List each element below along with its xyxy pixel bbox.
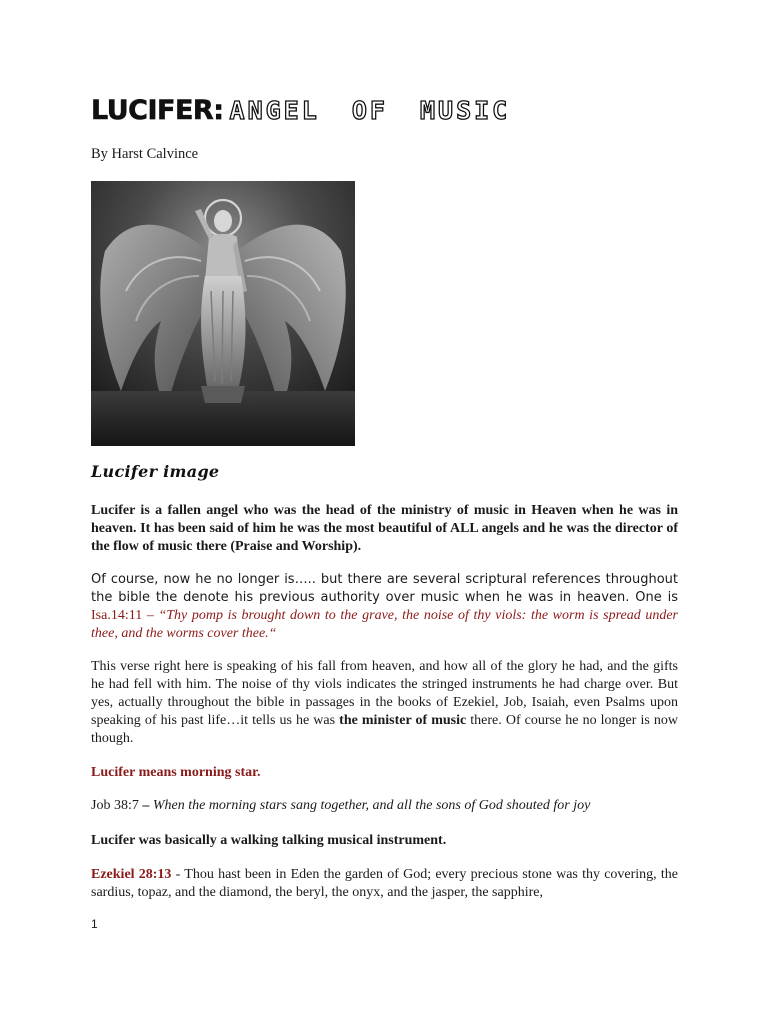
fall-text-tail: there. Of course he no longer is now though.	[91, 713, 678, 746]
figure-caption: Lucifer image	[91, 462, 220, 481]
isaiah-intro-text: Of course, now he no longer is….. but there are several scriptural references throughout the bible the denote his previous authority over music when he was in heaven. One is	[91, 572, 678, 605]
intro-paragraph: Lucifer is a fallen angel who was the head of the ministry of music in Heaven when he was in heaven. It has been said of him he was the most beautiful of ALL angels and he was the director of the flow of music there (Praise and Worship).	[91, 503, 678, 554]
job-quote: When the morning stars sang together, and all the sons of God shouted for joy	[152, 798, 591, 813]
document-title	[91, 92, 510, 129]
morning-star-heading: Lucifer means morning star.	[91, 765, 261, 780]
musical-instrument-heading: Lucifer was basically a walking talking musical instrument.	[91, 833, 447, 848]
ezekiel-reference: Ezekiel 28:13	[91, 867, 172, 882]
ezekiel-verse-paragraph	[91, 866, 678, 902]
page-number: 1	[91, 917, 98, 931]
job-verse-paragraph	[91, 797, 678, 815]
isaiah-reference: Isa.14:11	[91, 608, 143, 623]
title-main: LUCIFER:	[91, 95, 224, 126]
author-byline: By Harst Calvince	[91, 146, 199, 162]
isaiah-dash: –	[142, 608, 159, 623]
title-subtitle: ANGEL OF MUSIC	[229, 96, 511, 125]
lucifer-angel-image	[91, 181, 355, 446]
job-reference: Job 38:7	[91, 798, 139, 813]
fall-text: This verse right here is speaking of his fall from heaven, and how all of the glory he had, and the gifts he had fell with him. The noise of thy viols indicates the stringed instruments he had charge over. But yes, actually throughout the bible in passages in the books of Ezekiel, Job, Isaiah, even Psalms upon speaking of his past life…it tells us he was	[91, 659, 678, 728]
scripture-paragraph-isaiah	[91, 571, 678, 643]
job-dash: –	[138, 798, 153, 813]
minister-of-music-emphasis: the minister of music	[339, 713, 467, 728]
fall-from-heaven-paragraph	[91, 658, 678, 748]
ezekiel-text: - Thou hast been in Eden the garden of God; every precious stone was thy covering, the sardius, topaz, and the diamond, the beryl, the onyx, and the jasper, the sapphire,	[91, 867, 678, 900]
isaiah-quote: “Thy pomp is brought down to the grave, the noise of thy viols: the worm is spread under thee, and the worms cover thee.“	[91, 608, 678, 641]
